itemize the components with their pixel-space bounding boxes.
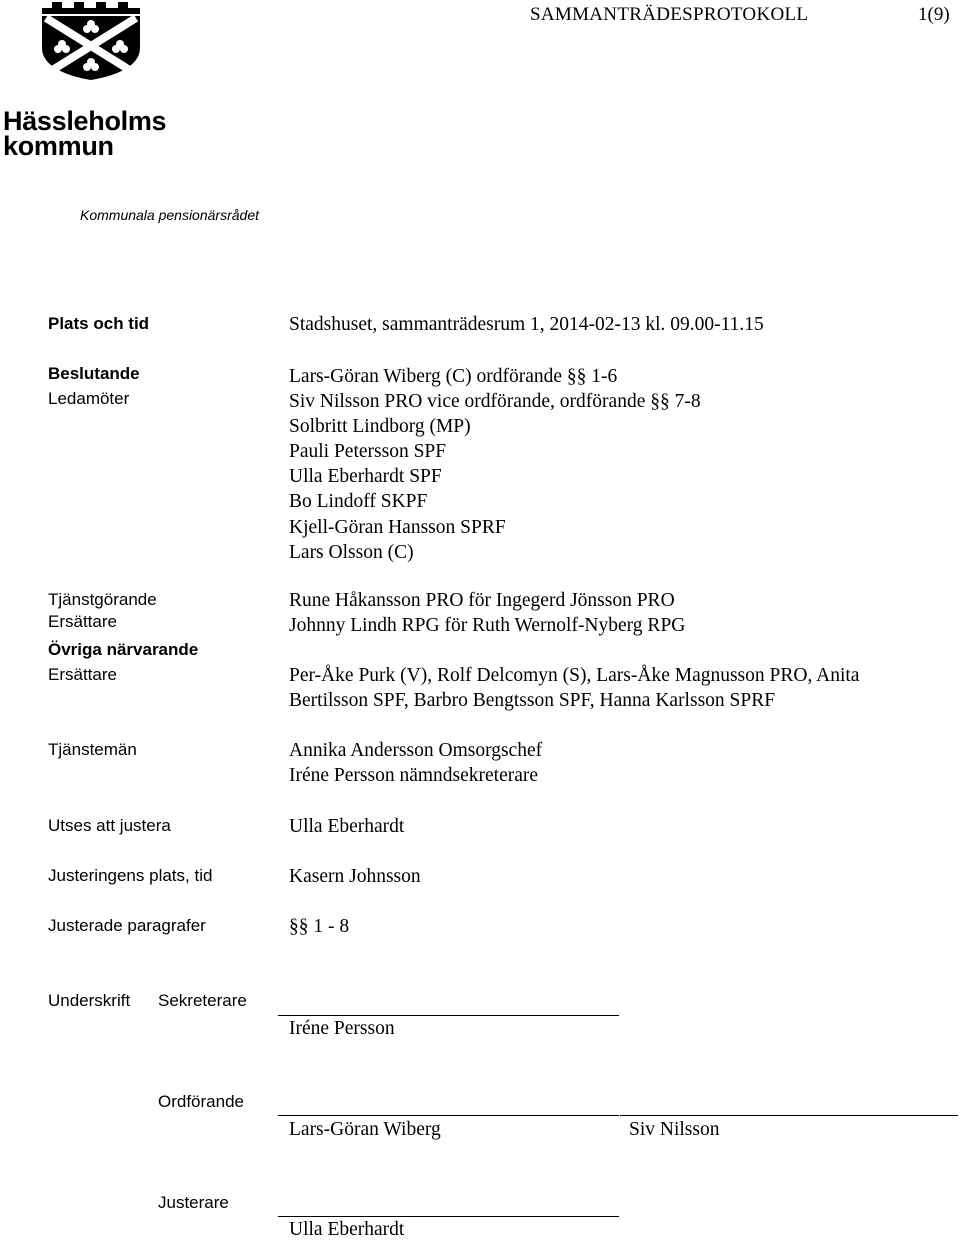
serving-line: Johnny Lindh RPG för Ruth Wernolf-Nyberg RPG bbox=[289, 615, 686, 636]
organ-name: Kommunala pensionärsrådet bbox=[80, 207, 259, 223]
appointed-adjuster-label: Utses att justera bbox=[48, 816, 171, 835]
member-item: Lars-Göran Wiberg (C) ordförande §§ 1-6 bbox=[289, 366, 618, 387]
official-line: Annika Andersson Omsorgschef bbox=[289, 740, 543, 761]
official-line: Iréne Persson nämndsekreterare bbox=[289, 765, 539, 786]
members-list bbox=[289, 364, 701, 565]
adjusted-paragraphs-value: §§ 1 - 8 bbox=[289, 916, 350, 937]
member-item: Pauli Petersson SPF bbox=[289, 441, 447, 463]
member-item: Siv Nilsson PRO vice ordförande, ordförande §§ 7-8 bbox=[289, 391, 701, 413]
adjuster-name: Ulla Eberhardt bbox=[289, 1219, 405, 1240]
place-time-label: Plats och tid bbox=[48, 314, 150, 333]
document-type: SAMMANTRÄDESPROTOKOLL bbox=[530, 4, 809, 25]
page-number: 1(9) bbox=[918, 4, 950, 25]
signature-label: Underskrift bbox=[48, 991, 131, 1010]
member-item: Lars Olsson (C) bbox=[289, 541, 414, 563]
member-item: Kjell-Göran Hansson SPRF bbox=[289, 516, 506, 538]
member-item: Ulla Eberhardt SPF bbox=[289, 466, 442, 488]
members-label: Ledamöter bbox=[48, 389, 130, 408]
vice-chair-name: Siv Nilsson bbox=[629, 1119, 720, 1140]
place-time-value: Stadshuset, sammanträdesrum 1, 2014-02-13 kl. 09.00-11.15 bbox=[289, 314, 764, 335]
coat-of-arms-icon bbox=[32, 0, 152, 80]
adjusted-paragraphs-label: Justerade paragrafer bbox=[48, 916, 206, 935]
appointed-adjuster-value: Ulla Eberhardt bbox=[289, 816, 405, 837]
chair-signature-line bbox=[278, 1115, 619, 1116]
secretary-name: Iréne Persson bbox=[289, 1018, 395, 1039]
secretary-signature-line bbox=[278, 1015, 619, 1016]
secretary-label: Sekreterare bbox=[158, 991, 247, 1010]
chair-label: Ordförande bbox=[158, 1092, 244, 1111]
officials-label: Tjänstemän bbox=[48, 740, 137, 759]
decision-label: Beslutande bbox=[48, 364, 140, 383]
adjust-place-time-label: Justeringens plats, tid bbox=[48, 866, 213, 885]
serving-line: Rune Håkansson PRO för Ingegerd Jönsson PRO bbox=[289, 590, 675, 611]
serving-substitutes-label: Ersättare bbox=[48, 612, 117, 631]
logo-name-line1: Hässleholms bbox=[3, 106, 167, 136]
municipality-logo bbox=[0, 0, 170, 160]
vice-chair-signature-line bbox=[620, 1115, 958, 1116]
other-present-line: Bertilsson SPF, Barbro Bengtsson SPF, Hanna Karlsson SPRF bbox=[289, 690, 776, 711]
serving-label: Tjänstgörande bbox=[48, 590, 157, 609]
chair-name: Lars-Göran Wiberg bbox=[289, 1119, 441, 1140]
other-present-label: Övriga närvarande bbox=[48, 640, 199, 659]
other-present-line: Per-Åke Purk (V), Rolf Delcomyn (S), Lars-Åke Magnusson PRO, Anita bbox=[289, 665, 860, 686]
other-substitutes-label: Ersättare bbox=[48, 665, 117, 684]
adjust-place-time-value: Kasern Johnsson bbox=[289, 866, 421, 887]
member-item: Solbritt Lindborg (MP) bbox=[289, 416, 471, 438]
logo-name-line2: kommun bbox=[3, 131, 114, 161]
adjuster-label: Justerare bbox=[158, 1193, 229, 1212]
member-item: Bo Lindoff SKPF bbox=[289, 491, 428, 513]
adjuster-signature-line bbox=[278, 1216, 619, 1217]
